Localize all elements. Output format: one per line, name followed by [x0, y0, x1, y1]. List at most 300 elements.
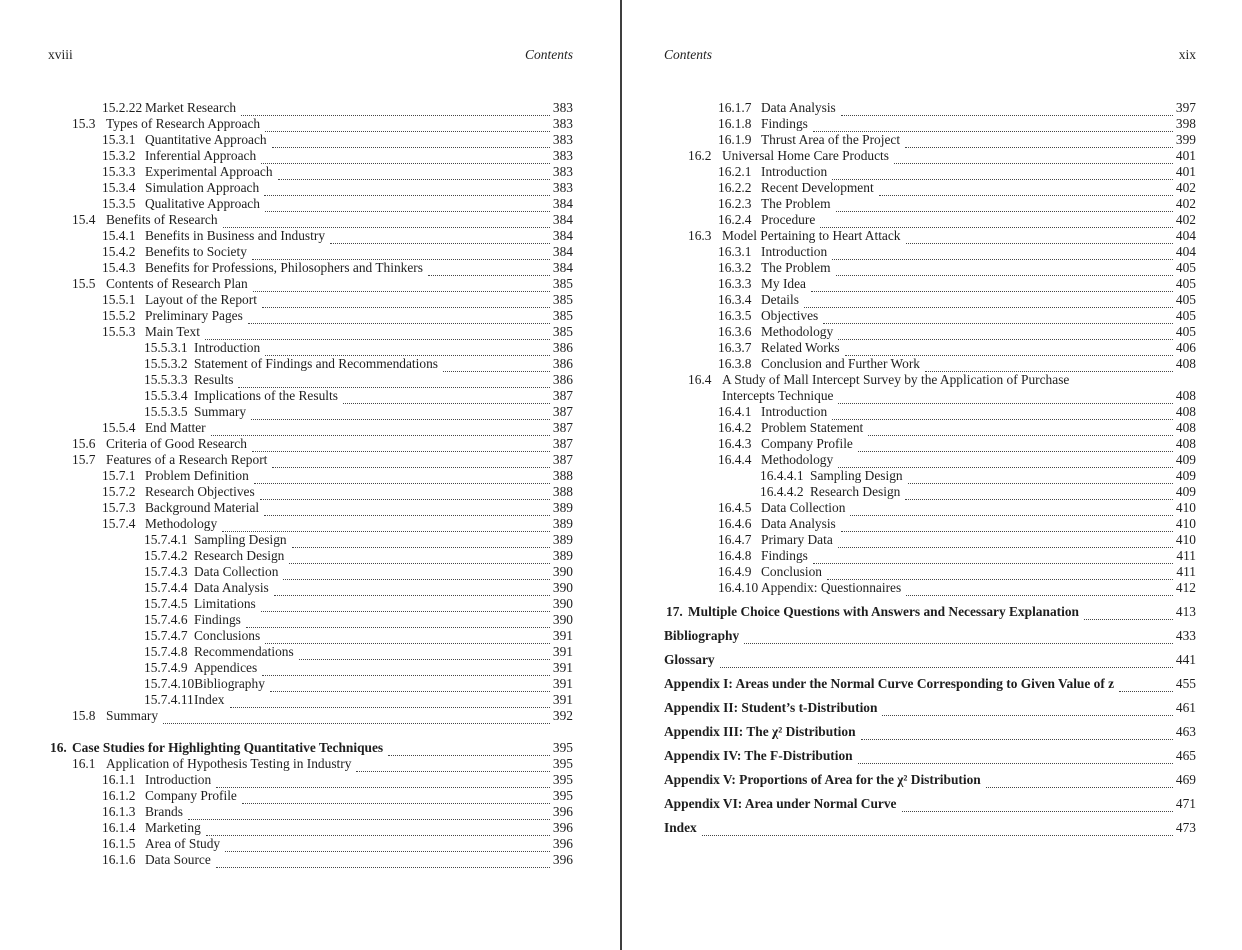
dot-leader — [804, 302, 1173, 308]
entry-number: 15.4.2 — [102, 244, 136, 259]
toc-entry — [664, 628, 1196, 644]
entry-number: 16.3.8 — [718, 356, 752, 371]
entry-title: Data Collection — [761, 500, 846, 515]
entry-number: 15.7.4.5 — [144, 596, 188, 611]
page-number: 411 — [1176, 564, 1196, 579]
entry-number: 15.5.3.3 — [144, 372, 188, 387]
page-number: 387 — [552, 404, 573, 419]
dot-leader — [832, 254, 1173, 260]
toc-entry — [48, 468, 573, 484]
toc-entry — [664, 164, 1196, 180]
toc-entry — [48, 180, 573, 196]
toc-entry — [48, 228, 573, 244]
entry-number: 15.5.3.1 — [144, 340, 188, 355]
page-number: 385 — [552, 276, 573, 291]
toc-entry — [48, 500, 573, 516]
entry-number: 16.1.4 — [102, 820, 136, 835]
entry-number: 15.2.22 — [102, 100, 143, 115]
toc-entry — [48, 676, 573, 692]
entry-title: Results — [194, 372, 234, 387]
toc-entry — [48, 628, 573, 644]
entry-title: Qualitative Approach — [145, 196, 260, 211]
toc-entry — [664, 564, 1196, 580]
entry-title: Glossary — [664, 652, 715, 667]
entry-title: Summary — [194, 404, 247, 419]
entry-number: 16.2.4 — [718, 212, 752, 227]
page-number: 402 — [1175, 196, 1196, 211]
page-number: 384 — [552, 228, 573, 243]
entry-number: 15.5.2 — [102, 308, 136, 323]
page-number: 405 — [1175, 292, 1196, 307]
toc-entry — [664, 532, 1196, 548]
page-number: 396 — [552, 804, 573, 819]
entry-title: Types of Research Approach — [106, 116, 261, 131]
entry-title: Appendix IV: The F-Distribution — [664, 748, 853, 763]
dot-leader — [832, 414, 1173, 420]
toc-entry — [48, 388, 573, 404]
toc-entry — [48, 580, 573, 596]
entry-number: 15.3 — [72, 116, 96, 131]
toc-entry — [48, 292, 573, 308]
entry-title: Experimental Approach — [145, 164, 273, 179]
page-divider — [620, 0, 622, 950]
dot-leader — [272, 142, 550, 148]
page-number: 463 — [1175, 724, 1196, 739]
toc-entry — [664, 308, 1196, 324]
entry-title: Introduction — [145, 772, 212, 787]
right-page-header — [664, 47, 1196, 63]
entry-title: Index — [664, 820, 697, 835]
entry-title: Research Design — [194, 548, 285, 563]
page-number: 391 — [552, 628, 573, 643]
toc-entry — [48, 516, 573, 532]
page-number: 387 — [552, 388, 573, 403]
page-number: 388 — [552, 484, 573, 499]
toc-entry — [48, 484, 573, 500]
toc-entry — [664, 212, 1196, 228]
toc-entry — [48, 804, 573, 820]
entry-number: 16.1.3 — [102, 804, 136, 819]
entry-number: 15.7.3 — [102, 500, 136, 515]
entry-number: 16.1.7 — [718, 100, 752, 115]
dot-leader — [272, 462, 550, 468]
entry-number: 15.5.4 — [102, 420, 136, 435]
dot-leader — [270, 686, 550, 692]
toc-entry — [664, 772, 1196, 788]
dot-leader — [906, 590, 1173, 596]
dot-leader — [443, 366, 550, 372]
dot-leader — [838, 542, 1173, 548]
dot-leader — [1119, 686, 1173, 692]
entry-number: 16.4.5 — [718, 500, 752, 515]
toc-entry — [48, 612, 573, 628]
toc-entry — [48, 820, 573, 836]
page-number: 383 — [552, 148, 573, 163]
entry-title: Conclusion and Further Work — [761, 356, 920, 371]
entry-title: Statement of Findings and Recommendations — [194, 356, 438, 371]
entry-number: 15.7.4.6 — [144, 612, 188, 627]
running-head-right: Contents — [664, 47, 713, 62]
entry-title: Appendix VI: Area under Normal Curve — [664, 796, 897, 811]
entry-number: 15.3.5 — [102, 196, 136, 211]
entry-title: Data Source — [145, 852, 211, 867]
dot-leader — [299, 654, 550, 660]
dot-leader — [206, 830, 550, 836]
entry-number: 16.1.8 — [718, 116, 752, 131]
page-number: 401 — [1175, 164, 1196, 179]
entry-title: Recent Development — [761, 180, 874, 195]
dot-leader — [841, 110, 1173, 116]
dot-leader — [230, 702, 550, 708]
dot-leader — [882, 710, 1172, 716]
toc-entry — [664, 436, 1196, 452]
dot-leader — [254, 478, 550, 484]
entry-title: Data Collection — [194, 564, 279, 579]
toc-entry — [48, 836, 573, 852]
page-number: 406 — [1175, 340, 1196, 355]
toc-entry — [664, 116, 1196, 132]
entry-number: 15.4 — [72, 212, 96, 227]
entry-title: Objectives — [761, 308, 819, 323]
dot-leader — [1084, 614, 1173, 620]
page-number: 405 — [1175, 260, 1196, 275]
entry-title: Benefits of Research — [106, 212, 218, 227]
page-number: 405 — [1175, 324, 1196, 339]
toc-entry — [48, 708, 573, 724]
entry-number: 16.2.2 — [718, 180, 752, 195]
entry-number: 16.4.2 — [718, 420, 752, 435]
entry-title: Brands — [145, 804, 183, 819]
entry-number: 15.7.4.4 — [144, 580, 188, 595]
toc-entry — [48, 548, 573, 564]
toc-entry — [664, 724, 1196, 740]
entry-title: Data Analysis — [761, 516, 836, 531]
entry-number: 15.6 — [72, 436, 96, 451]
toc-entry — [48, 148, 573, 164]
toc-entry — [48, 212, 573, 228]
dot-leader — [261, 158, 550, 164]
page-number: 469 — [1175, 772, 1196, 787]
entry-number: 16.3.1 — [718, 244, 752, 259]
page-number: 409 — [1175, 484, 1196, 499]
entry-title: Benefits in Business and Industry — [145, 228, 326, 243]
entry-number: 16.4.4 — [718, 452, 752, 467]
toc-entry — [664, 652, 1196, 668]
dot-leader — [188, 814, 550, 820]
entry-title: Conclusions — [194, 628, 261, 643]
page-number: 461 — [1175, 700, 1196, 715]
entry-title: Problem Definition — [145, 468, 249, 483]
entry-number: 16.1 — [72, 756, 96, 771]
entry-number: 16.4 — [688, 372, 712, 387]
toc-entry — [48, 100, 573, 116]
entry-number: 15.5 — [72, 276, 96, 291]
dot-leader — [879, 190, 1173, 196]
dot-leader — [841, 526, 1173, 532]
entry-number: 16.4.7 — [718, 532, 752, 547]
page-number: 471 — [1175, 796, 1196, 811]
toc-entry — [48, 788, 573, 804]
entry-title: Findings — [194, 612, 241, 627]
entry-title: Thrust Area of the Project — [761, 132, 901, 147]
entry-number: 15.3.2 — [102, 148, 136, 163]
toc-entry — [664, 420, 1196, 436]
entry-number: 15.5.3.2 — [144, 356, 188, 371]
entry-number: 15.7.4.10 — [144, 676, 195, 691]
dot-leader — [744, 638, 1173, 644]
dot-leader — [823, 318, 1173, 324]
running-head-left: Contents — [524, 47, 573, 62]
toc-entry — [48, 356, 573, 372]
entry-number: 16.4.9 — [718, 564, 752, 579]
page-number: 390 — [552, 612, 573, 627]
toc-entry — [48, 852, 573, 868]
toc-entry — [48, 532, 573, 548]
entry-number: 16. — [50, 740, 67, 755]
toc-entry — [664, 372, 1196, 388]
page-number: 473 — [1175, 820, 1196, 835]
toc-entry — [664, 324, 1196, 340]
page-number: 396 — [552, 820, 573, 835]
dot-leader — [330, 238, 550, 244]
toc-entry — [664, 196, 1196, 212]
toc-entry — [664, 100, 1196, 116]
page-number: 408 — [1175, 356, 1196, 371]
folio-left: xviii — [48, 47, 73, 62]
entry-number: 16.4.1 — [718, 404, 752, 419]
entry-title: Implications of the Results — [194, 388, 338, 403]
toc-entry — [664, 228, 1196, 244]
entry-title: Limitations — [194, 596, 256, 611]
page-number: 392 — [552, 708, 573, 723]
dot-leader — [813, 558, 1174, 564]
entry-title: Related Works — [761, 340, 840, 355]
dot-leader — [905, 494, 1173, 500]
page-number: 391 — [552, 676, 573, 691]
page-number: 386 — [552, 356, 573, 371]
entry-number: 16.2.3 — [718, 196, 752, 211]
entry-title: Background Material — [145, 500, 260, 515]
toc-entry — [48, 452, 573, 468]
dot-leader — [278, 174, 550, 180]
page-number: 410 — [1175, 532, 1196, 547]
entry-title: Introduction — [761, 244, 828, 259]
entry-number: 15.7 — [72, 452, 96, 467]
entry-title: Simulation Approach — [145, 180, 260, 195]
entry-number: 16.1.6 — [102, 852, 136, 867]
entry-title: Benefits for Professions, Philosophers and Thinkers — [145, 260, 423, 275]
page-number: 390 — [552, 596, 573, 611]
toc-entry — [48, 436, 573, 452]
entry-number: 16.4.10 — [718, 580, 759, 595]
dot-leader — [251, 414, 550, 420]
dot-leader — [858, 758, 1173, 764]
page-number: 404 — [1175, 228, 1196, 243]
entry-number: 15.7.4.1 — [144, 532, 188, 547]
dot-leader — [253, 286, 550, 292]
entry-title: Bibliography — [664, 628, 740, 643]
dot-leader — [894, 158, 1173, 164]
entry-title: Marketing — [145, 820, 201, 835]
toc-entry — [48, 196, 573, 212]
toc-entry — [48, 276, 573, 292]
entry-title: Introduction — [761, 164, 828, 179]
entry-number: 15.7.2 — [102, 484, 136, 499]
toc-entry — [664, 580, 1196, 596]
page-number: 386 — [552, 340, 573, 355]
entry-title: Conclusion — [761, 564, 823, 579]
entry-title: Area of Study — [145, 836, 221, 851]
dot-leader — [838, 334, 1173, 340]
dot-leader — [283, 574, 549, 580]
entry-title: Application of Hypothesis Testing in Industry — [106, 756, 352, 771]
entry-title: Introduction — [194, 340, 261, 355]
entry-title: Findings — [761, 116, 808, 131]
dot-leader — [274, 590, 550, 596]
toc-list-right — [664, 100, 1196, 836]
toc-entry — [664, 548, 1196, 564]
entry-title: The Problem — [761, 196, 831, 211]
entry-title: Criteria of Good Research — [106, 436, 247, 451]
entry-title: Procedure — [761, 212, 816, 227]
page-number: 397 — [1175, 100, 1196, 115]
entry-number: 16.3.4 — [718, 292, 752, 307]
dot-leader — [388, 750, 550, 756]
toc-entry — [664, 604, 1196, 620]
entry-number: 15.7.1 — [102, 468, 136, 483]
toc-entry — [48, 164, 573, 180]
dot-leader — [343, 398, 550, 404]
page-number: 465 — [1175, 748, 1196, 763]
page-number: 389 — [552, 516, 573, 531]
dot-leader — [261, 606, 550, 612]
entry-number: 15.5.3 — [102, 324, 136, 339]
entry-number: 16.3 — [688, 228, 712, 243]
toc-entry — [664, 292, 1196, 308]
toc-entry — [664, 676, 1196, 692]
entry-title: Summary — [106, 708, 159, 723]
entry-number: 15.4.1 — [102, 228, 136, 243]
dot-leader — [262, 302, 550, 308]
entry-number: 16.4.6 — [718, 516, 752, 531]
entry-title: Introduction — [761, 404, 828, 419]
dot-leader — [265, 638, 550, 644]
page-number: 385 — [552, 292, 573, 307]
page-number: 389 — [552, 532, 573, 547]
entry-title: A Study of Mall Intercept Survey by the Application of Purchase — [722, 372, 1070, 387]
page-number: 405 — [1175, 308, 1196, 323]
page-number: 391 — [552, 644, 573, 659]
entry-number: 15.7.4 — [102, 516, 136, 531]
toc-entry — [48, 244, 573, 260]
entry-number: 17. — [666, 604, 683, 619]
toc-entry — [664, 700, 1196, 716]
entry-title: Appendices — [194, 660, 258, 675]
page-number: 391 — [552, 692, 573, 707]
entry-number: 15.4.3 — [102, 260, 136, 275]
dot-leader — [720, 662, 1173, 668]
right-page — [664, 47, 1196, 836]
toc-entry — [664, 356, 1196, 372]
toc-entry — [664, 516, 1196, 532]
toc-entry — [48, 564, 573, 580]
toc-entry — [48, 596, 573, 612]
page-number: 412 — [1175, 580, 1196, 595]
toc-entry — [48, 404, 573, 420]
entry-number: 16.3.2 — [718, 260, 752, 275]
entry-title: Multiple Choice Questions with Answers and Necessary Explanation — [688, 604, 1079, 619]
page-number: 395 — [552, 772, 573, 787]
entry-title: Appendix V: Proportions of Area for the χ² Distribution — [664, 772, 981, 787]
toc-entry — [48, 340, 573, 356]
entry-title: Intercepts Technique — [722, 388, 834, 403]
entry-number: 16.3.3 — [718, 276, 752, 291]
page-number: 455 — [1175, 676, 1196, 691]
dot-leader — [906, 238, 1173, 244]
page-number: 409 — [1175, 468, 1196, 483]
dot-leader — [838, 398, 1172, 404]
entry-title: Methodology — [761, 324, 834, 339]
dot-leader — [905, 142, 1173, 148]
dot-leader — [908, 478, 1173, 484]
toc-entry — [664, 468, 1196, 484]
entry-title: Research Design — [810, 484, 901, 499]
entry-number: 15.7.4.2 — [144, 548, 188, 563]
dot-leader — [260, 494, 550, 500]
dot-leader — [836, 206, 1173, 212]
entry-title: Universal Home Care Products — [722, 148, 889, 163]
entry-title: Features of a Research Report — [106, 452, 268, 467]
entry-title: Layout of the Report — [145, 292, 257, 307]
entry-number: 16.4.3 — [718, 436, 752, 451]
toc-entry — [664, 180, 1196, 196]
dot-leader — [246, 622, 550, 628]
dot-leader — [264, 190, 550, 196]
page-number: 405 — [1175, 276, 1196, 291]
page-number: 384 — [552, 260, 573, 275]
entry-title: Methodology — [145, 516, 218, 531]
page-number: 410 — [1175, 516, 1196, 531]
entry-title: Contents of Research Plan — [106, 276, 248, 291]
entry-number: 16.3.6 — [718, 324, 752, 339]
toc-entry — [664, 820, 1196, 836]
page-number: 401 — [1175, 148, 1196, 163]
toc-entry — [664, 500, 1196, 516]
entry-title: Appendix III: The χ² Distribution — [664, 724, 856, 739]
dot-leader — [265, 206, 550, 212]
entry-title: Data Analysis — [761, 100, 836, 115]
dot-leader — [902, 806, 1173, 812]
page-number: 390 — [552, 564, 573, 579]
page-number: 384 — [552, 212, 573, 227]
toc-entry — [48, 308, 573, 324]
entry-title: Problem Statement — [761, 420, 864, 435]
entry-title: Data Analysis — [194, 580, 269, 595]
toc-entry — [664, 452, 1196, 468]
toc-entry — [664, 260, 1196, 276]
page-number: 408 — [1175, 404, 1196, 419]
entry-title: Model Pertaining to Heart Attack — [722, 228, 901, 243]
entry-title: Index — [194, 692, 225, 707]
entry-title: Case Studies for Highlighting Quantitative Techniques — [72, 740, 384, 755]
dot-leader — [986, 782, 1173, 788]
page-number: 387 — [552, 420, 573, 435]
dot-leader — [850, 510, 1172, 516]
entry-title: Inferential Approach — [145, 148, 257, 163]
entry-title: Appendix I: Areas under the Normal Curve Corresponding to Given Value of z — [664, 676, 1115, 691]
page-number: 408 — [1175, 420, 1196, 435]
page-number: 433 — [1175, 628, 1196, 643]
